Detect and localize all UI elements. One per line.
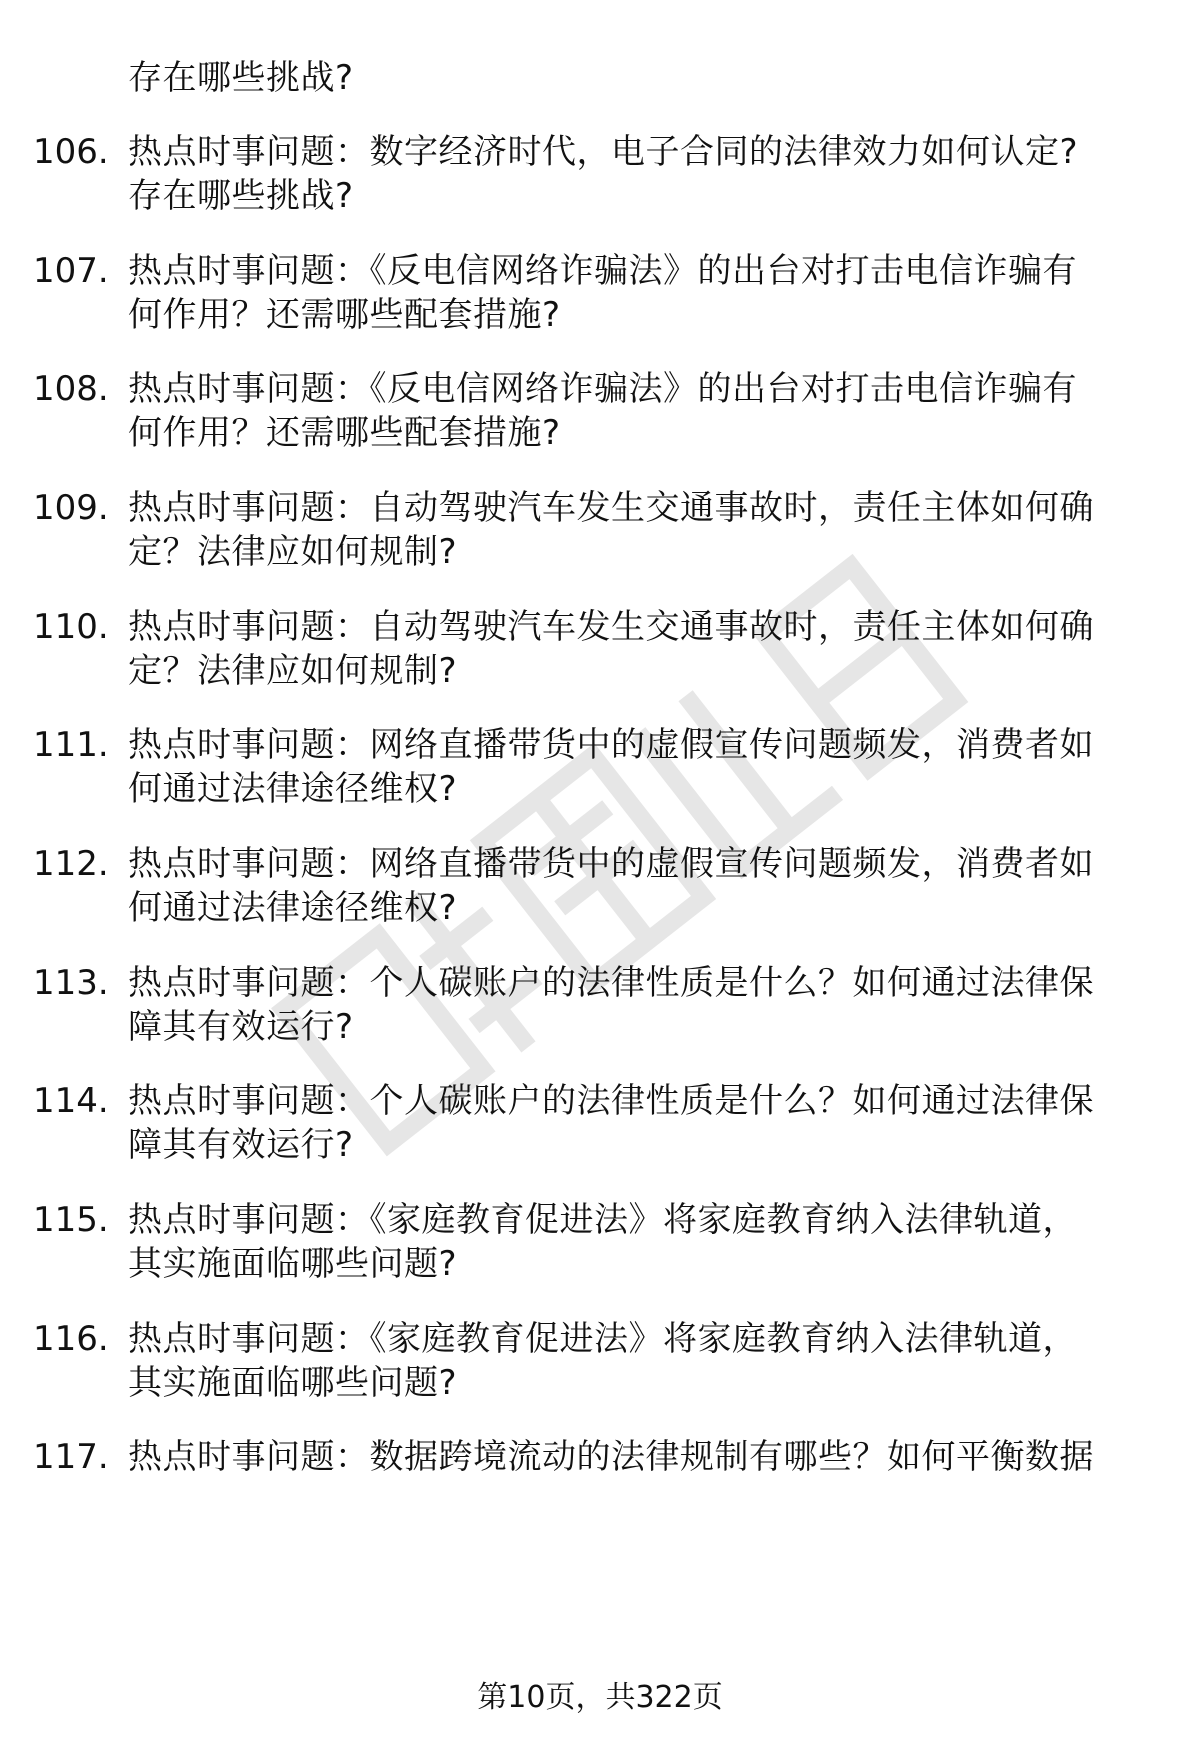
item-text-line1: 热点时事问题：《家庭教育促进法》将家庭教育纳入法律轨道，	[128, 1319, 1077, 1359]
item-text-line2: 存在哪些挑战?	[128, 176, 354, 216]
item-number: 108.	[33, 369, 109, 409]
item-number: 117.	[33, 1437, 109, 1477]
item-number: 112.	[33, 844, 109, 884]
item-text-line2: 其实施面临哪些问题?	[128, 1244, 458, 1284]
item-text-line2: 定？法律应如何规制?	[128, 532, 458, 572]
item-text-line2: 何通过法律途径维权?	[128, 888, 458, 928]
item-number: 111.	[33, 725, 109, 765]
item-text-line1: 热点时事问题：数字经济时代，电子合同的法律效力如何认定?	[128, 132, 1079, 172]
item-text-line2: 何通过法律途径维权?	[128, 769, 458, 809]
item-text-line1: 热点时事问题：《反电信网络诈骗法》的出台对打击电信诈骗有	[128, 251, 1077, 291]
item-number: 110.	[33, 607, 109, 647]
item-number: 116.	[33, 1319, 109, 1359]
item-text-line1: 热点时事问题：《反电信网络诈骗法》的出台对打击电信诈骗有	[128, 369, 1077, 409]
item-text-line2: 其实施面临哪些问题?	[128, 1363, 458, 1403]
item-text-line2: 障其有效运行?	[128, 1007, 354, 1047]
item-text-line2: 定？法律应如何规制?	[128, 651, 458, 691]
item-number: 113.	[33, 963, 109, 1003]
item-text-line1: 热点时事问题：自动驾驶汽车发生交通事故时，责任主体如何确	[128, 488, 1094, 528]
item-text-line2: 何作用？还需哪些配套措施?	[128, 295, 561, 335]
item-text-line2: 何作用？还需哪些配套措施?	[128, 413, 561, 453]
item-text-line1: 热点时事问题：网络直播带货中的虚假宣传问题频发，消费者如	[128, 725, 1094, 765]
item-number: 106.	[33, 132, 109, 172]
item-text-line1: 热点时事问题：自动驾驶汽车发生交通事故时，责任主体如何确	[128, 607, 1094, 647]
item-number: 107.	[33, 251, 109, 291]
item-number: 115.	[33, 1200, 109, 1240]
item-number: 114.	[33, 1081, 109, 1121]
item-number: 109.	[33, 488, 109, 528]
item-text-line1: 热点时事问题：数据跨境流动的法律规制有哪些？如何平衡数据	[128, 1437, 1094, 1477]
item-text-line2: 障其有效运行?	[128, 1125, 354, 1165]
continuation-line: 存在哪些挑战?	[128, 58, 354, 98]
item-text-line1: 热点时事问题：个人碳账户的法律性质是什么？如何通过法律保	[128, 1081, 1094, 1121]
item-text-line1: 热点时事问题：个人碳账户的法律性质是什么？如何通过法律保	[128, 963, 1094, 1003]
item-text-line1: 热点时事问题：网络直播带货中的虚假宣传问题频发，消费者如	[128, 844, 1094, 884]
page-footer: 第10页，共322页	[477, 1680, 723, 1715]
item-text-line1: 热点时事问题：《家庭教育促进法》将家庭教育纳入法律轨道，	[128, 1200, 1077, 1240]
